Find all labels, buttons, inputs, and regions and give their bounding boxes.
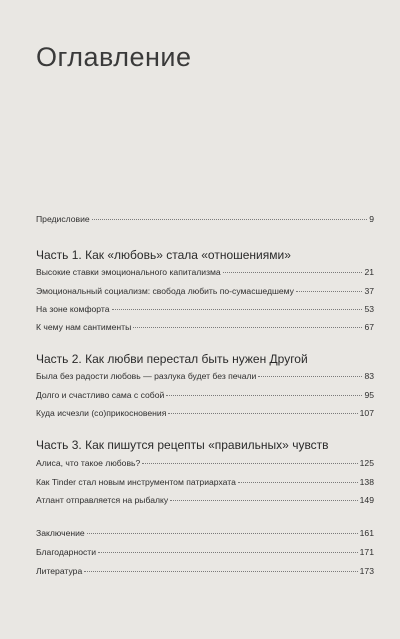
toc-entry[interactable] [36, 390, 374, 400]
toc-entry-page: 138 [359, 477, 374, 487]
toc-entry[interactable] [36, 267, 374, 277]
leader-dots [258, 376, 362, 377]
page-title: Оглавление [36, 42, 192, 72]
toc-entry-label: Заключение [36, 528, 85, 538]
toc-entry-page: 21 [364, 267, 374, 277]
toc-entry-acknowledgements[interactable] [36, 547, 374, 557]
toc-entry-label: Как Tinder стал новым инструментом патриархата [36, 477, 236, 487]
leader-dots [92, 219, 368, 220]
leader-dots [133, 327, 362, 328]
toc-entry[interactable] [36, 371, 374, 381]
leader-dots [142, 463, 357, 464]
toc-entry-label: На зоне комфорта [36, 304, 110, 314]
part-3-heading: Часть 3. Как пишутся рецепты «правильных» чувств [36, 438, 329, 452]
toc-entry[interactable] [36, 304, 374, 314]
toc-entry-page: 9 [369, 214, 374, 224]
leader-dots [98, 552, 358, 553]
toc-entry-label: Благодарности [36, 547, 97, 557]
toc-entry-label: Эмоциональный социализм: свобода любить по-сумасшедшему [36, 286, 294, 296]
toc-entry-page: 37 [364, 286, 374, 296]
toc-entry-label: Алиса, что такое любовь? [36, 458, 141, 468]
toc-entry[interactable] [36, 286, 374, 296]
toc-entry-page: 149 [359, 495, 374, 505]
toc-entry-page: 53 [364, 304, 374, 314]
leader-dots [223, 272, 363, 273]
toc-entry-page: 95 [364, 390, 374, 400]
toc-entry-page: 83 [364, 371, 374, 381]
leader-dots [84, 571, 357, 572]
toc-entry[interactable] [36, 458, 374, 468]
toc-entry-label: Высокие ставки эмоционального капитализма [36, 267, 221, 277]
toc-entry-conclusion[interactable] [36, 528, 374, 538]
part-2-heading: Часть 2. Как любви перестал быть нужен Другой [36, 352, 308, 366]
toc-entry-label: Литература [36, 566, 83, 576]
toc-entry-page: 125 [359, 458, 374, 468]
toc-entry-label: Была без радости любовь — разлука будет без печали [36, 371, 257, 381]
toc-entry[interactable] [36, 408, 374, 418]
toc-entry-label: Предисловие [36, 214, 90, 224]
toc-entry-page: 161 [359, 528, 374, 538]
toc-entry-label: Куда исчезли (со)прикосновения [36, 408, 167, 418]
toc-entry-label: Долго и счастливо сама с собой [36, 390, 165, 400]
leader-dots [166, 395, 362, 396]
toc-entry[interactable] [36, 477, 374, 487]
leader-dots [296, 291, 362, 292]
toc-entry-label: К чему нам сантименты [36, 322, 132, 332]
toc-entry-literature[interactable] [36, 566, 374, 576]
leader-dots [112, 309, 363, 310]
toc-entry[interactable] [36, 322, 374, 332]
toc-entry-page: 173 [359, 566, 374, 576]
leader-dots [170, 500, 358, 501]
leader-dots [168, 413, 357, 414]
toc-entry-page: 171 [359, 547, 374, 557]
part-1-heading: Часть 1. Как «любовь» стала «отношениями» [36, 248, 291, 262]
toc-entry[interactable] [36, 495, 374, 505]
toc-entry-preface[interactable] [36, 214, 374, 224]
toc-entry-page: 67 [364, 322, 374, 332]
toc-entry-page: 107 [359, 408, 374, 418]
toc-entry-label: Атлант отправляется на рыбалку [36, 495, 169, 505]
leader-dots [238, 482, 358, 483]
leader-dots [87, 533, 358, 534]
